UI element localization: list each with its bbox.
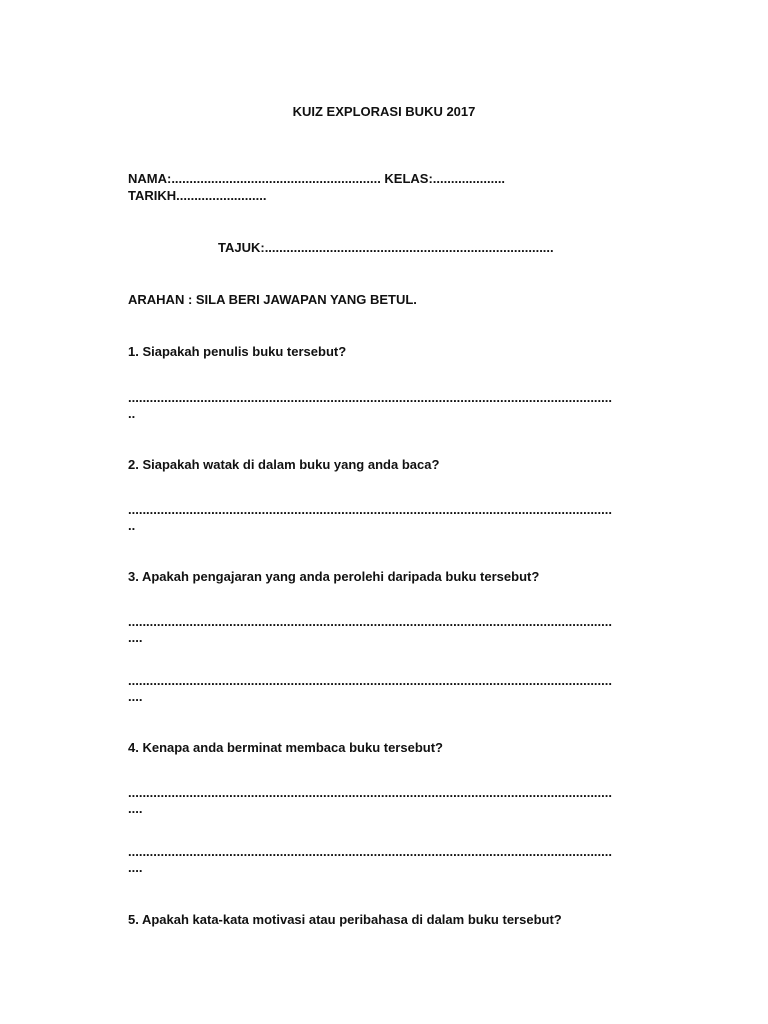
answer-line-dots: ...................................................................................................................................... [128,673,612,688]
answer-line-continuation: .. [128,518,136,533]
quiz-title: KUIZ EXPLORASI BUKU 2017 [292,104,476,119]
answer-line-dots: ...................................................................................................................................... [128,502,612,517]
answer-line-continuation: .... [128,689,143,704]
instructions: ARAHAN : SILA BERI JAWAPAN YANG BETUL. [128,292,417,307]
answer-line-continuation: .... [128,801,143,816]
answer-line-dots: ...................................................................................................................................... [128,390,612,405]
nama-kelas-field: NAMA:.......................................................... KELAS:.................... [128,171,506,186]
question-1: 1. Siapakah penulis buku tersebut? [128,344,347,359]
answer-line-continuation: .... [128,630,143,645]
tarikh-field: TARIKH......................... [128,188,267,203]
answer-line-continuation: .... [128,860,143,875]
tajuk-field: TAJUK:................................................................................ [218,240,554,255]
answer-line-continuation: .. [128,406,136,421]
answer-line-dots: ...................................................................................................................................... [128,785,612,800]
answer-line-dots: ...................................................................................................................................... [128,614,612,629]
question-4: 4. Kenapa anda berminat membaca buku tersebut? [128,740,443,755]
question-2: 2. Siapakah watak di dalam buku yang anda baca? [128,457,440,472]
question-3: 3. Apakah pengajaran yang anda perolehi daripada buku tersebut? [128,569,540,584]
answer-line-dots: ...................................................................................................................................... [128,844,612,859]
question-5: 5. Apakah kata-kata motivasi atau peribahasa di dalam buku tersebut? [128,912,562,927]
